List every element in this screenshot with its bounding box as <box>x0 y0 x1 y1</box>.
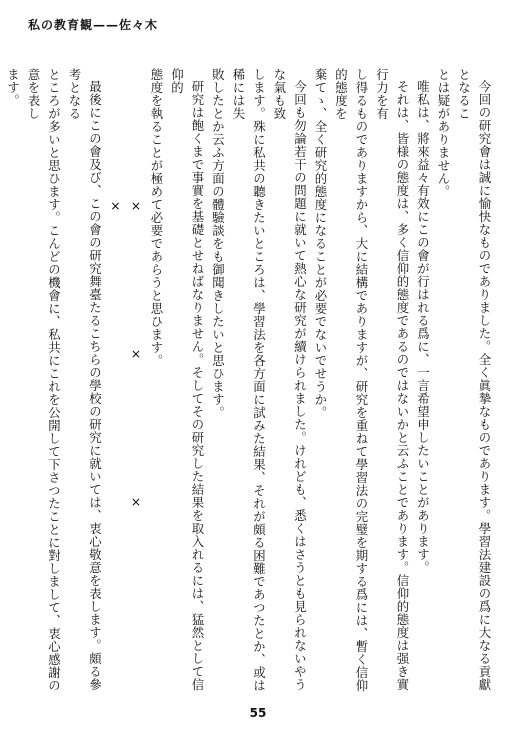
paragraph-continuation: 棄てゝ、全く研究的態度になることが必要でないでせうか。 <box>313 68 328 419</box>
paragraph: 研究は飽くまで事實を基礎とせねばなりません。そしてその研究した結果を取入れるには、猛然として信仰的 <box>169 68 205 692</box>
separator-mark: × <box>128 494 144 509</box>
paragraph-continuation: 態度を執ることが極めて必要であらうと思ひます。 <box>149 68 164 367</box>
paragraph: 今回の研究會は誠に愉快なものでありました。全く眞摯なものであります。學習法建設の爲に大なる貢獻となるこ <box>456 68 492 692</box>
paragraph-continuation: 敗したとか云ふ方面の體驗談をも御聞きしたいと思ひます。 <box>210 68 226 419</box>
paragraph-continuation: ます。 <box>5 68 21 107</box>
paragraph-continuation: ところが多いと思ひます。こんどの機會に、私共にこれを公開して下さつたことに對しまして、衷心感謝の意を表し <box>26 68 62 692</box>
running-header: 私の教育観——佐々木 <box>28 18 159 32</box>
paragraph: それは、皆様の態度は、多く信仰的態度であるのではないかと云ふことであります。信仰的態度は强き實行力を有 <box>374 68 410 692</box>
paragraph: 唯私は、將來益々有效にこの會が行はれる爲に、一言希望申したいことがあります。 <box>415 80 431 575</box>
paragraph: 最後にこの會及び、この會の研究舞臺たるこちらの學校の研究に就いては、衷心敬意を表します。頗る參考となる <box>67 68 103 692</box>
paragraph: 今回も勿論若干の問題に就いて熱心な研究が續けられました。けれども、悉くはさうとも見られないやうな氣も致 <box>272 68 308 692</box>
paragraph-continuation: します。殊に私共の聽きたいところは、學習法を各方面に試みた結果、それが頗る困難であつたとか、或は稀には失 <box>231 68 267 692</box>
separator-mark: × <box>128 198 144 213</box>
paragraph-continuation: し得るものでありますから、大に結構でありますが、研究を重ねて學習法の完璧を期する爲には、暫く信仰的態度を <box>333 68 369 692</box>
separator-mark: × <box>128 346 144 361</box>
paragraph <box>0 68 2 698</box>
vertical-text-body <box>5 68 494 698</box>
page-number: 55 <box>249 706 267 720</box>
section-separator <box>105 68 146 698</box>
paragraph-continuation: とは疑がありません。 <box>436 68 451 198</box>
separator-mark: × <box>108 198 123 213</box>
